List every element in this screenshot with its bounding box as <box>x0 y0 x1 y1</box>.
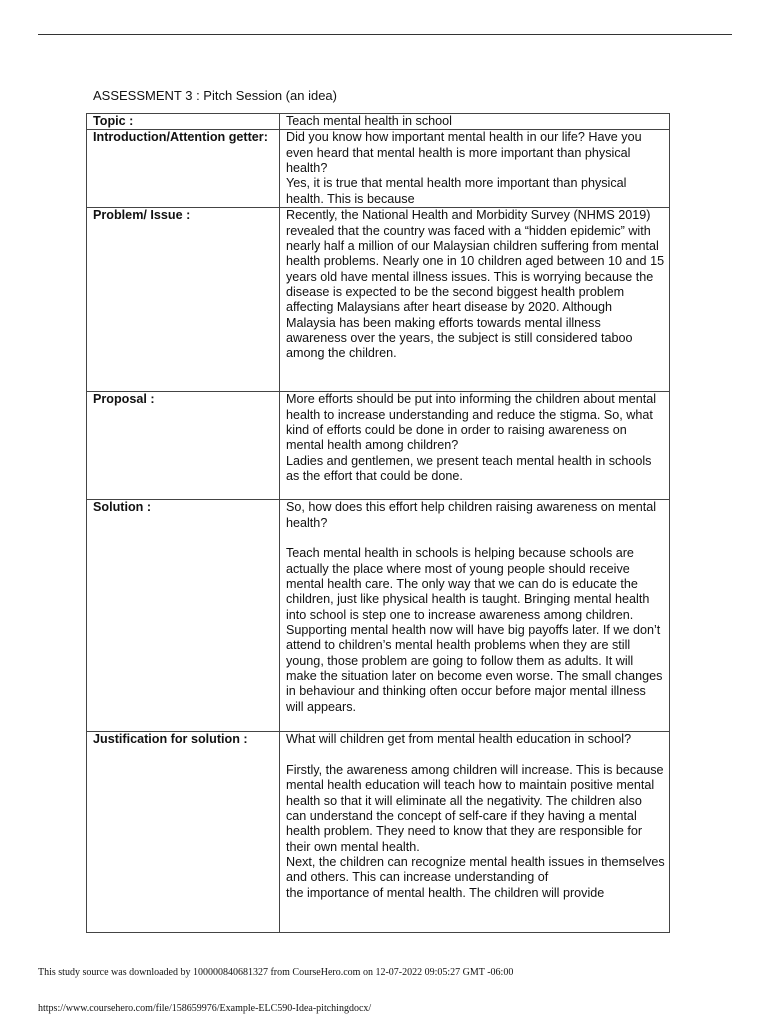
top-divider <box>38 34 732 35</box>
row-content-topic <box>280 114 670 130</box>
justification-paragraph-3: Next, the children can recognize mental health issues in themselves and others. This can increase understanding of <box>286 855 665 885</box>
justification-paragraph-1: What will children get from mental health education in school? <box>286 732 632 747</box>
row-content-problem <box>280 208 670 392</box>
solution-paragraph-1: So, how does this effort help children raising awareness on mental health? <box>286 500 657 530</box>
row-content-solution <box>280 500 670 732</box>
proposal-paragraph-1: More efforts should be put into informing the children about mental health to increase understanding and reduce the stigma. So, what kind of efforts could be done in order to raising awareness on mental health among children? <box>286 392 657 453</box>
introduction-paragraph-2: Yes, it is true that mental health more important than physical health. This is because <box>286 176 627 206</box>
table-row-problem <box>87 208 670 392</box>
proposal-paragraph-2: Ladies and gentlemen, we present teach mental health in schools as the effort that could be done. <box>286 453 652 484</box>
row-label-justification: Justification for solution : <box>87 732 280 933</box>
table-row-topic <box>87 114 670 130</box>
table-row-justification <box>87 732 670 933</box>
table-row-solution <box>87 500 670 732</box>
topic-text: Teach mental health in school <box>286 114 452 128</box>
problem-paragraph-1: Recently, the National Health and Morbidity Survey (NHMS 2019) revealed that the country was faced with a “hidden epidemic” with nearly half a million of our Malaysian children suffering from mental health problems. Nearly one in 10 children aged between 10 and 15 years old have mental illness issues. This is worrying because the disease is expected to be the second biggest health problem affecting Malaysians after heart disease by 2020. Although Malaysia has been making efforts towards mental illness awareness over the years, the subject is still considered taboo among the children. <box>286 208 665 361</box>
row-label-proposal: Proposal : <box>87 392 280 500</box>
row-label-introduction: Introduction/Attention getter: <box>87 130 280 208</box>
row-content-introduction <box>280 130 670 208</box>
row-label-topic: Topic : <box>87 114 280 130</box>
download-source-note: This study source was downloaded by 100000840681327 from CourseHero.com on 12-07-2022 09:05:27 GMT -06:00 <box>38 967 514 978</box>
row-content-justification <box>280 732 670 933</box>
document-title: ASSESSMENT 3 : Pitch Session (an idea) <box>93 88 337 103</box>
row-label-solution: Solution : <box>87 500 280 732</box>
introduction-paragraph-1: Did you know how important mental health in our life? Have you even heard that mental health is more important than physical health? <box>286 130 642 176</box>
justification-paragraph-2: Firstly, the awareness among children will increase. This is because mental health education will teach how to maintain positive mental health so that it will eliminate all the negativity. The children also can understand the concept of self-care if they having a mental health problem. They need to know that they are responsible for their own mental health. <box>286 763 664 854</box>
table-row-introduction <box>87 130 670 208</box>
justification-paragraph-4: the importance of mental health. The children will provide <box>286 885 605 900</box>
pitch-table <box>86 113 670 933</box>
solution-paragraph-2: Teach mental health in schools is helping because schools are actually the place where most of young people should receive mental health care. The only way that we can do is educate the children, just like physical health is taught. Bringing mental health into school is step one to increase awareness among children. Supporting mental health now will have big payoffs later. If we don’t attend to children’s mental health problems when they are still young, those problem are going to follow them as adults. It will make the situation later on become even worse. The small changes in behaviour and thinking often occur before major mental illness will appears. <box>286 546 663 714</box>
row-label-problem: Problem/ Issue : <box>87 208 280 392</box>
row-content-proposal <box>280 392 670 500</box>
source-url: https://www.coursehero.com/file/158659976/Example-ELC590-Idea-pitchingdocx/ <box>38 1003 372 1014</box>
table-row-proposal <box>87 392 670 500</box>
